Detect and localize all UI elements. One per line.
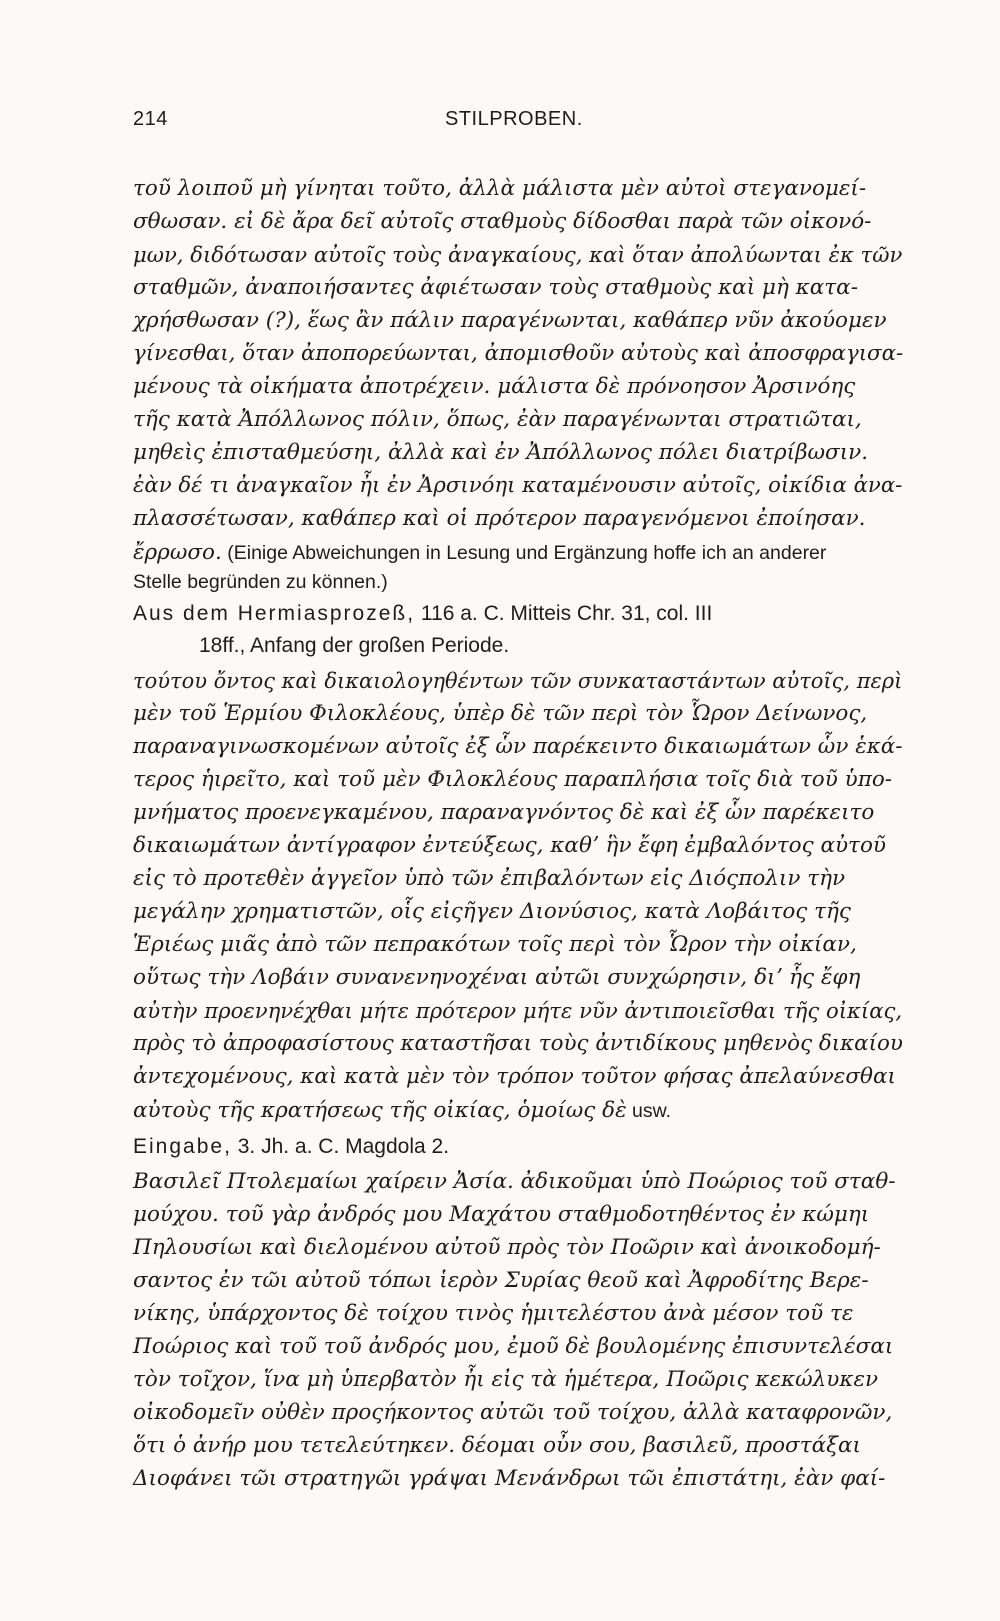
text-line: πλασσέτωσαν, καθάπερ καὶ οἱ πρότερον παραγενόμενοι ἐποίησαν. — [133, 506, 866, 531]
text-line: τῆς κατὰ Ἀπόλλωνος πόλιν, ὅπως, ἐὰν παραγένωνται στρατιῶται, — [133, 407, 862, 432]
text-line: εἰς τὸ προτεθὲν ἀγγεῖον ὑπὸ τῶν ἐπιβαλόντων εἰς Διόςπολιν τὴν — [133, 866, 846, 891]
text-line: Ἑριέως μιᾶς ἀπὸ τῶν πεπρακότων τοῖς περὶ τὸν Ὧρον τὴν οἰκίαν, — [133, 932, 857, 957]
source-citation: 3. Jh. a. C. Magdola 2. — [231, 1135, 450, 1158]
text-line: οὕτως τὴν Λοβάιν συνανενηνοχέναι αὐτῶι συνχώρησιν, διʼ ἧς ἔφη — [133, 965, 861, 990]
text-line — [133, 1094, 671, 1127]
source-heading — [133, 598, 712, 630]
text-line: μὲν τοῦ Ἑρμίου Φιλοκλέους, ὑπὲρ δὲ τῶν περὶ τὸν Ὧρον Δείνωνος, — [133, 701, 868, 726]
page-number: 214 — [133, 108, 168, 130]
text-line: Πηλουσίωι καὶ διελομένου αὐτοῦ πρὸς τὸν Ποῶριν καὶ ἀνοικοδομή- — [133, 1235, 881, 1260]
source-label: Aus dem Hermiasprozeß, — [133, 602, 416, 625]
text-line: τούτου ὄντος καὶ δικαιολογηθέντων τῶν συνκαταστάντων αὐτοῖς, περὶ — [133, 669, 903, 693]
text-line: ἀντεχομένους, καὶ κατὰ μὲν τὸν τρόπον τοῦτον φήσας ἀπελαύνεσθαι — [133, 1064, 896, 1089]
text-line: μνήματος προενεγκαμένου, παραναγνόντος δὲ καὶ ἐξ ὧν παρέκειτο — [133, 800, 875, 825]
text-line: αὐτὴν προενηνέχθαι μήτε πρότερον μήτε νῦν ἀντιποιεῖσθαι τῆς οἰκίας, — [133, 998, 903, 1023]
text-line: μένους τὰ οἰκήματα ἀποτρέχειν. μάλιστα δὲ πρόνοησον Ἀρσινόης — [133, 374, 856, 399]
text-line: μων, διδότωσαν αὐτοῖς τοὺς ἀναγκαίους, καὶ ὅταν ἀπολύωνται ἐκ τῶν — [133, 242, 903, 267]
text-line: σταθμῶν, ἀναποιήσαντες ἀφιέτωσαν τοὺς σταθμοὺς καὶ μὴ κατα- — [133, 275, 858, 300]
text-line: τερος ἡιρεῖτο, καὶ τοῦ μὲν Φιλοκλέους παραπλήσια τοῖς διὰ τοῦ ὑπο- — [133, 767, 893, 792]
text-line: Βασιλεῖ Πτολεμαίωι χαίρειν Ἀσία. ἀδικοῦμαι ὑπὸ Ποώριος τοῦ σταθ- — [133, 1169, 896, 1194]
text-line: σαντος ἐν τῶι αὐτοῦ τόπωι ἱερὸν Συρίας θεοῦ καὶ Ἀφροδίτης Βερε- — [133, 1268, 869, 1293]
text-line: μούχου. τοῦ γὰρ ἀνδρός μου Μαχάτου σταθμοδοτηθέντος ἐν κώμηι — [133, 1202, 870, 1227]
text-line: ὅτι ὁ ἀνήρ μου τετελεύτηκεν. δέομαι οὖν σου, βασιλεῦ, προστάξαι — [133, 1433, 861, 1458]
text-line: σθωσαν. εἰ δὲ ἄρα δεῖ αὐτοῖς σταθμοὺς δίδοσθαι παρὰ τῶν οἰκονό- — [133, 209, 872, 234]
source-heading — [133, 1131, 449, 1163]
text-line: τὸν τοῖχον, ἵνα μὴ ὑπερβατὸν ἦι εἰς τὰ ἡμέτερα, Ποῶρις κεκώλυκεν — [133, 1367, 879, 1392]
source-citation: 116 a. C. Mitteis Chr. 31, col. III — [415, 602, 713, 625]
source-heading-continued: 18ff., Anfang der großen Periode. — [199, 634, 510, 657]
text-line: γίνεσθαι, ὅταν ἀποπορεύωνται, ἀπομισθοῦν αὐτοὺς καὶ ἀποσφραγισα- — [133, 341, 904, 366]
greek-text: αὐτοὺς τῆς κρατήσεως τῆς οἰκίας, ὁμοίως δὲ — [133, 1098, 627, 1123]
editorial-note-line — [133, 536, 826, 569]
text-line: παραναγινωσκομένων αὐτοῖς ἐξ ὧν παρέκειντο δικαιωμάτων ὧν ἑκά- — [133, 734, 903, 759]
text-line: τοῦ λοιποῦ μὴ γίνηται τοῦτο, ἀλλὰ μάλιστα μὲν αὐτοὶ στεγανομεί- — [133, 176, 867, 201]
text-line: νίκης, ὑπάρχοντος δὲ τοίχου τινὸς ἡμιτελέστου ἀνὰ μέσον τοῦ τε — [133, 1301, 854, 1326]
text-line: πρὸς τὸ ἀπροφασίστους καταστῆσαι τοὺς ἀντιδίκους μηθενὸς δικαίου — [133, 1031, 903, 1056]
page-header — [133, 108, 928, 142]
text-line: μηθεὶς ἐπισταθμεύσηι, ἀλλὰ καὶ ἐν Ἀπόλλωνος πόλει διατρίβωσιν. — [133, 440, 869, 465]
greek-closing: ἔρρωσο. — [133, 540, 222, 565]
running-head: STILPROBEN. — [445, 108, 583, 130]
editorial-note-continued: Stelle begründen zu können.) — [133, 571, 388, 593]
text-line: οἰκοδομεῖν οὐθὲν προςήκοντος αὐτῶι τοῦ τοίχου, ἀλλὰ καταφρονῶν, — [133, 1400, 893, 1425]
source-label: Eingabe, — [133, 1135, 232, 1158]
usw-abbreviation: usw. — [626, 1100, 672, 1122]
text-line: Ποώριος καὶ τοῦ τοῦ ἀνδρός μου, ἐμοῦ δὲ βουλομένης ἐπισυντελέσαι — [133, 1334, 894, 1359]
editorial-note: (Einige Abweichungen in Lesung und Ergänzung hoffe ich an anderer — [221, 542, 827, 564]
text-line: χρήσθωσαν (?), ἕως ἂν πάλιν παραγένωνται, καθάπερ νῦν ἀκούομεν — [133, 308, 887, 333]
text-line: δικαιωμάτων ἀντίγραφον ἐντεύξεως, καθʼ ἣν ἔφη ἐμβαλόντος αὐτοῦ — [133, 833, 886, 858]
text-line: Διοφάνει τῶι στρατηγῶι γράψαι Μενάνδρωι τῶι ἐπιστάτηι, ἐὰν φαί- — [133, 1466, 886, 1491]
text-line: ἐὰν δέ τι ἀναγκαῖον ἦι ἐν Ἀρσινόηι καταμένουσιν αὐτοῖς, οἰκίδια ἀνα- — [133, 473, 903, 498]
text-line: μεγάλην χρηματιστῶν, οἷς εἰςῆγεν Διονύσιος, κατὰ Λοβάιτος τῆς — [133, 899, 851, 924]
